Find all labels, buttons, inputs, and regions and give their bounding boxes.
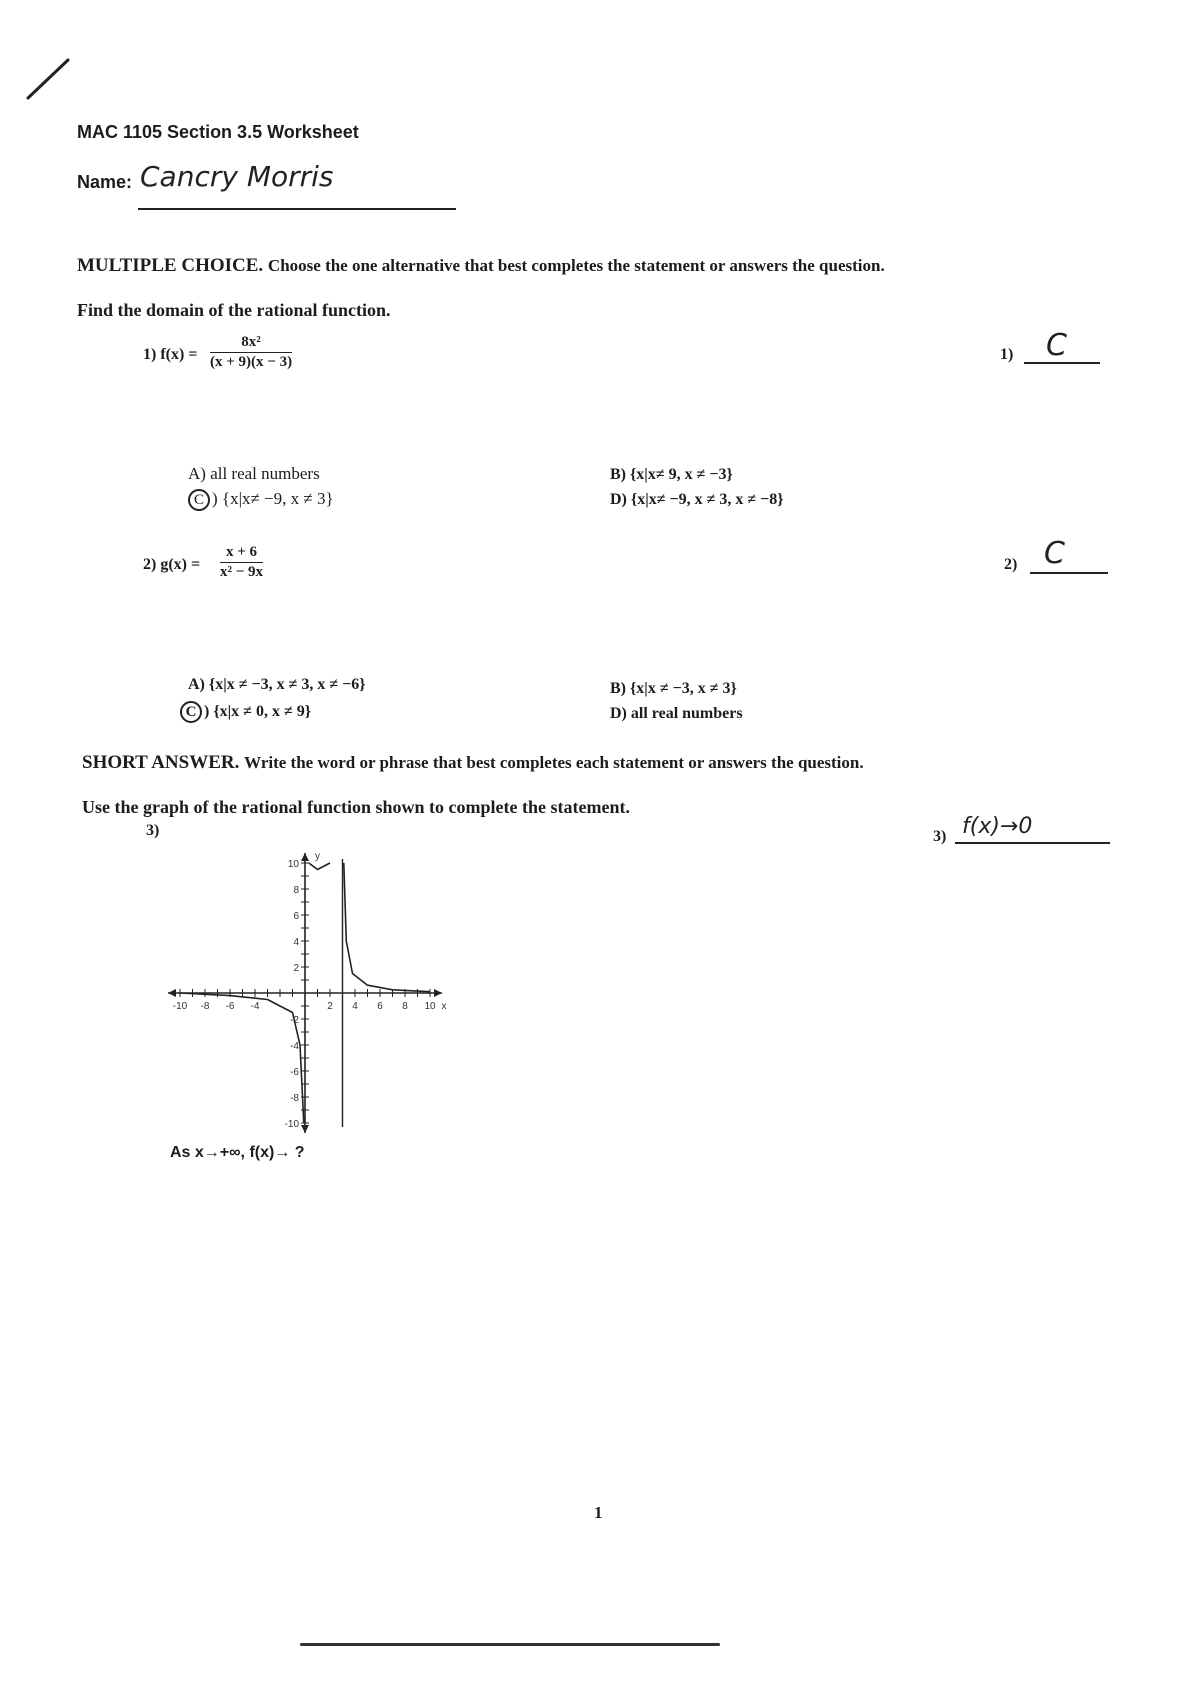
q3-question: As x→+∞, f(x)→ ?: [170, 1144, 305, 1161]
mc-subheading: Find the domain of the rational function.: [77, 300, 391, 320]
student-name: Cancry Morris: [140, 160, 334, 193]
page-number: 1: [594, 1503, 603, 1522]
y-tick-label: 10: [287, 859, 299, 870]
q1-answer: C: [1046, 328, 1067, 363]
q1-option-d: D) {x|x≠ −9, x ≠ 3, x ≠ −8}: [610, 491, 784, 508]
q2-answer: C: [1044, 536, 1065, 571]
q2-option-a: A) {x|x ≠ −3, x ≠ 3, x ≠ −6}: [188, 676, 366, 693]
x-tick-label: -10: [172, 1001, 188, 1012]
sa-instruction-text: Write the word or phrase that best completes each statement or answers the question.: [244, 753, 864, 772]
graph-axes: [168, 853, 442, 1133]
y-axis-label: y: [315, 851, 320, 862]
x-axis-arrow-left: [168, 989, 176, 997]
q3-label: 3): [146, 822, 160, 839]
function-curve-branch: [344, 863, 430, 992]
y-tick-label: -4: [290, 1041, 299, 1052]
q1-answer-line: [1024, 362, 1100, 364]
pen-mark: [24, 56, 74, 102]
x-tick-label: 6: [377, 1001, 383, 1012]
q3-answer-label: 3): [933, 828, 947, 845]
q2-option-c-circle: C: [180, 701, 202, 723]
q1-denominator: (x + 9)(x − 3): [210, 354, 293, 370]
worksheet-title: MAC 1105 Section 3.5 Worksheet: [77, 122, 359, 142]
q2-denominator: x² − 9x: [220, 564, 264, 580]
q2-label: 2) g(x) =: [143, 556, 201, 573]
rational-function-graph: [160, 845, 470, 1140]
x-tick-label: -4: [250, 1001, 260, 1012]
q1-option-a: A) all real numbers: [188, 464, 320, 483]
mc-instructions: [77, 255, 885, 277]
y-tick-label: -8: [290, 1093, 299, 1104]
sa-instructions: [82, 752, 864, 774]
y-tick-label: 8: [293, 885, 299, 896]
y-tick-label: 2: [293, 963, 299, 974]
q1-option-b: B) {x|x≠ 9, x ≠ −3}: [610, 466, 733, 483]
y-tick-label: -2: [290, 1015, 299, 1026]
q3-answer: f(x)→0: [962, 814, 1033, 839]
name-underline: [138, 208, 456, 210]
sa-heading: SHORT ANSWER.: [82, 752, 240, 773]
q2-option-c-text: ) {x|x ≠ 0, x ≠ 9}: [204, 703, 312, 720]
y-tick-label: 6: [293, 911, 299, 922]
x-axis-arrow-right: [434, 989, 442, 997]
scan-edge-line: [300, 1643, 720, 1646]
q1-numerator: 8x²: [210, 334, 292, 353]
q1-fraction: [210, 334, 292, 371]
y-axis-arrow-bottom: [301, 1125, 309, 1133]
function-curve-branch: [180, 993, 304, 1123]
x-tick-label: 2: [327, 1001, 333, 1012]
sa-subheading: Use the graph of the rational function shown to complete the statement.: [82, 797, 630, 817]
x-axis-label: x: [441, 1001, 447, 1012]
y-tick-label: 4: [293, 937, 299, 948]
name-label: Name:: [77, 172, 133, 192]
x-tick-label: -6: [225, 1001, 235, 1012]
q1-answer-label: 1): [1000, 346, 1014, 363]
y-axis-arrow-top: [301, 853, 309, 861]
y-tick-label: -6: [290, 1067, 299, 1078]
x-tick-label: 4: [352, 1001, 358, 1012]
q2-option-c: [180, 701, 311, 723]
mc-instruction-text: Choose the one alternative that best completes the statement or answers the question.: [267, 256, 885, 275]
q2-fraction: [220, 544, 263, 581]
q2-option-d: D) all real numbers: [610, 705, 743, 722]
q1-option-c: [188, 489, 334, 511]
y-tick-label: -10: [284, 1119, 299, 1130]
q1-label: 1) f(x) =: [143, 346, 198, 363]
q2-answer-label: 2): [1004, 556, 1018, 573]
x-tick-label: -8: [200, 1001, 210, 1012]
q3-answer-line: [955, 842, 1110, 844]
q1-option-c-text: ) {x|x≠ −9, x ≠ 3}: [212, 489, 334, 508]
mc-heading: MULTIPLE CHOICE.: [77, 255, 264, 276]
q2-numerator: x + 6: [220, 544, 263, 563]
q2-answer-line: [1030, 572, 1108, 574]
x-tick-label: 8: [402, 1001, 408, 1012]
function-curve-branch: [309, 863, 330, 870]
q2-option-b: B) {x|x ≠ −3, x ≠ 3}: [610, 680, 737, 697]
x-tick-label: 10: [424, 1001, 436, 1012]
q1-option-c-circle: C: [188, 489, 210, 511]
